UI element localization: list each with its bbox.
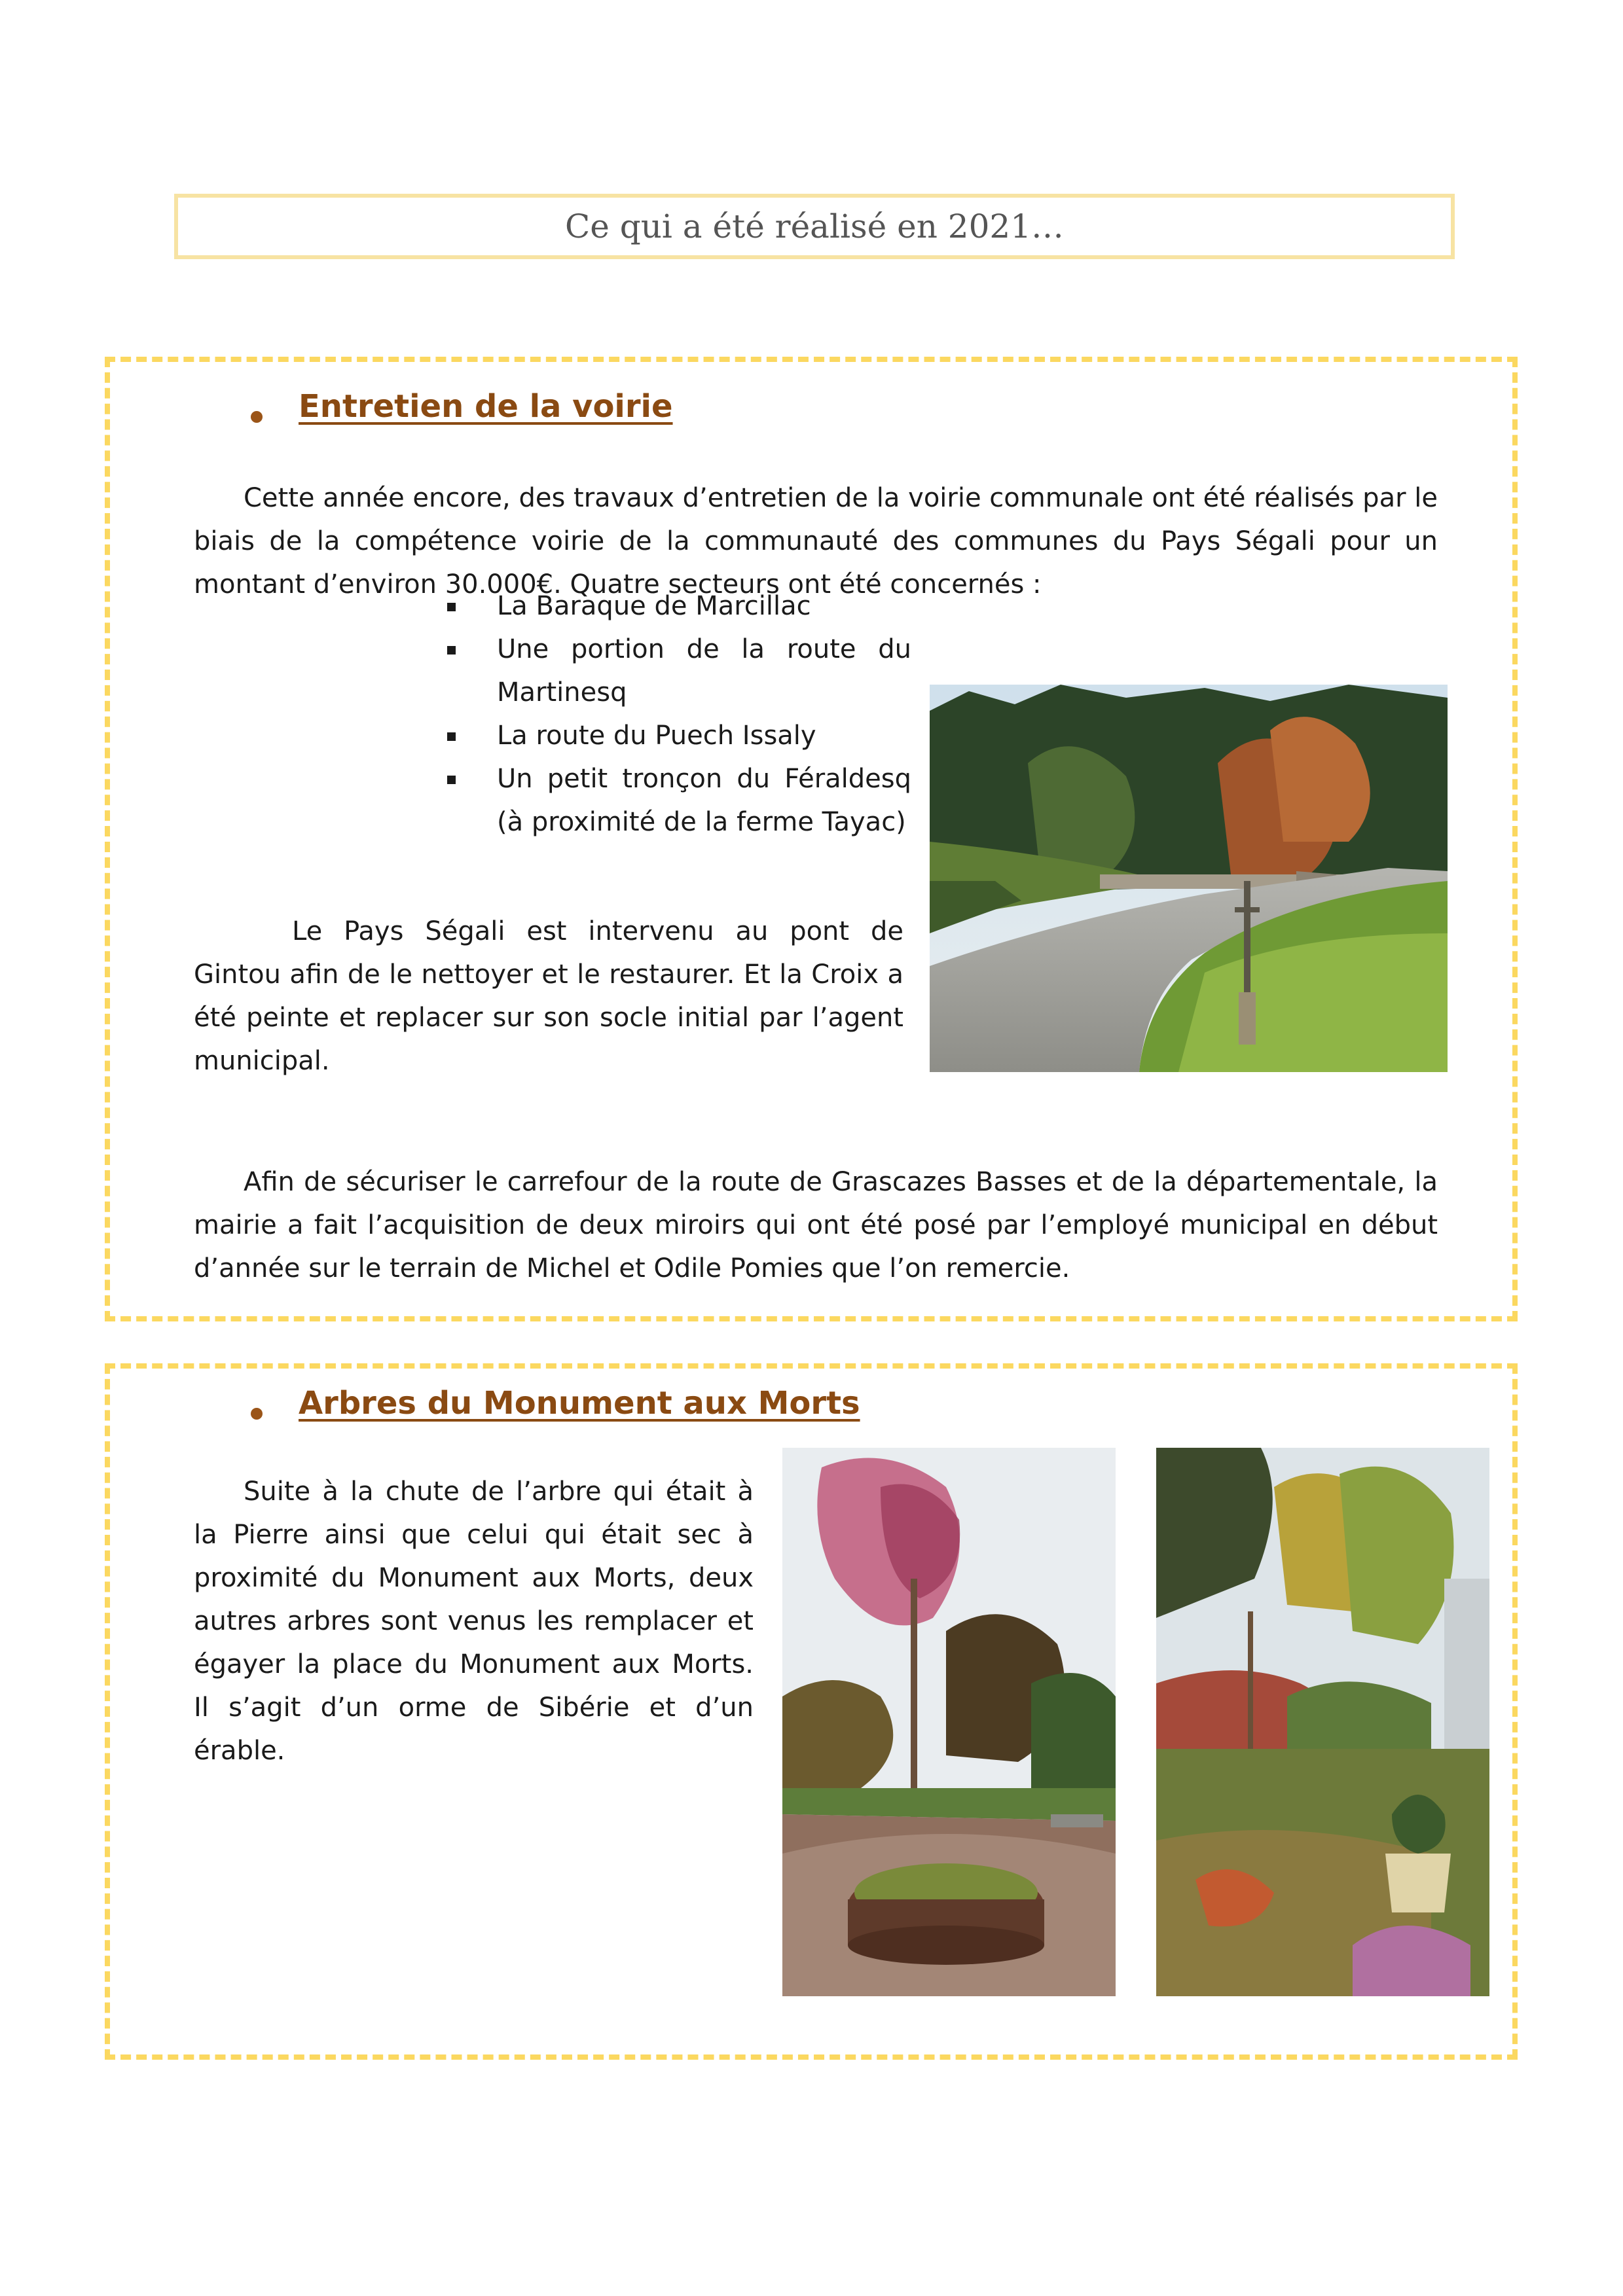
list-item: Un petit tronçon du Féraldesq (à proximité de la ferme Tayac) <box>447 757 911 844</box>
list-item: Une portion de la route du Martinesq <box>447 628 911 714</box>
page-title: Ce qui a été réalisé en 2021… <box>564 207 1065 245</box>
title-banner <box>174 194 1455 259</box>
pont-paragraph: Le Pays Ségali est intervenu au pont de Gintou afin de le nettoyer et le restaurer. Et la Croix a été peinte et replacer sur son socle initial par l’agent municipal. <box>194 916 903 1076</box>
tree-photo-circle-bed <box>782 1448 1116 1996</box>
list-item: La route du Puech Issaly <box>447 714 911 757</box>
arbres-paragraph: Suite à la chute de l’arbre qui était à la Pierre ainsi que celui qui était sec à proximité du Monument aux Morts, deux autres arbres sont venus les remplacer et égayer la place du Monument aux Morts. Il s’agit d’un orme de Sibérie et d’un érable. <box>194 1477 754 1766</box>
tree-photo-monument <box>1156 1448 1489 1996</box>
road-bridge-photo <box>930 685 1448 1072</box>
section-voirie <box>105 357 1518 1321</box>
miroirs-paragraph: Afin de sécuriser le carrefour de la route de Grascazes Basses et de la départementale, la mairie a fait l’acquisition de deux miroirs qui ont été posé par l’employé municipal en début d’année sur le terrain de Michel et Odile Pomies que l’on remercie. <box>194 1167 1438 1283</box>
bullet-icon <box>251 411 263 423</box>
voirie-intro: Cette année encore, des travaux d’entretien de la voirie communale ont été réalisés par le biais de la compétence voirie de la communauté des communes du Pays Ségali pour un montant d’environ 30.000€. Quatre secteurs ont été concernés : <box>194 483 1438 600</box>
section-heading-voirie: Entretien de la voirie <box>299 388 673 425</box>
sector-list <box>447 584 1013 844</box>
section-heading-arbres: Arbres du Monument aux Morts <box>299 1385 860 1422</box>
section-arbres <box>105 1363 1518 2060</box>
bullet-icon <box>251 1408 263 1420</box>
list-item: La Baraque de Marcillac <box>447 584 1013 628</box>
